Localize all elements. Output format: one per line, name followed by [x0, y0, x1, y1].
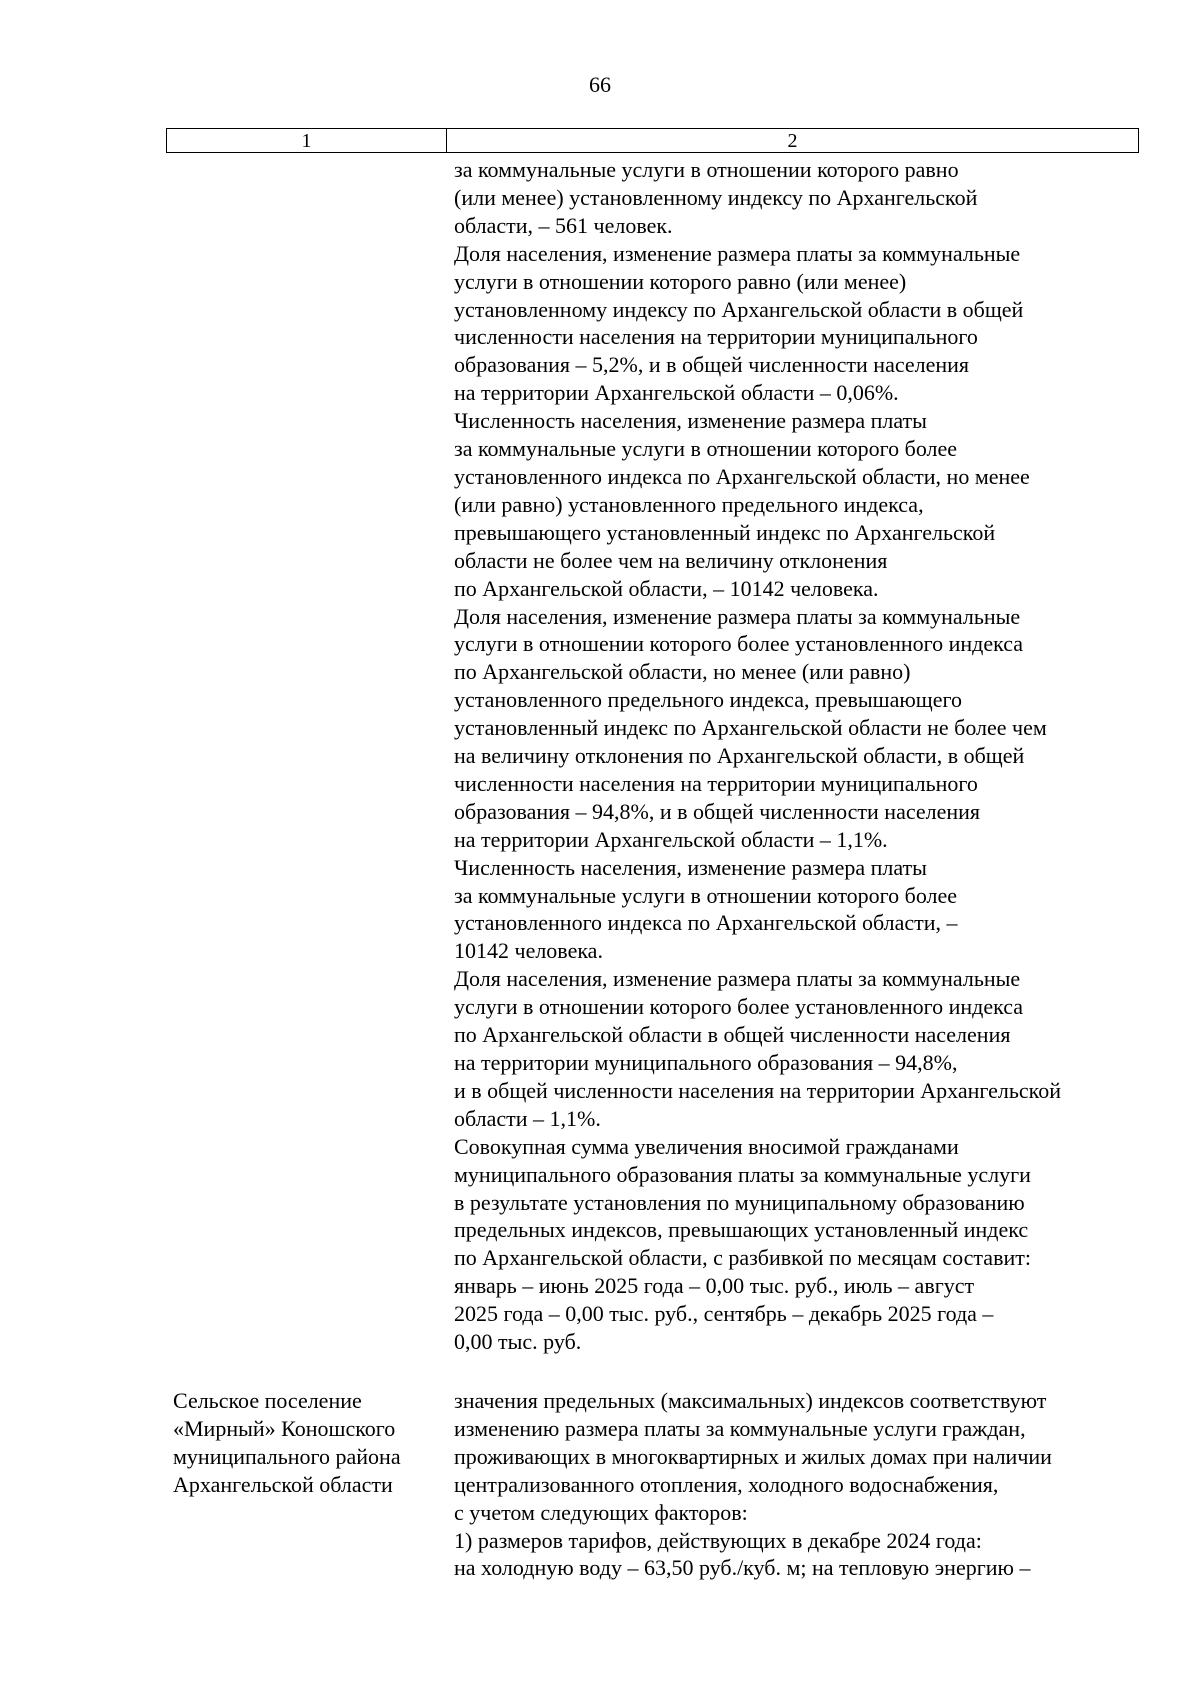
column-header-table: [166, 128, 1139, 153]
text-line: установленный индекс по Архангельской области не более чем: [454, 715, 1047, 741]
municipality-line: «Мирный» Коношского: [173, 1415, 396, 1441]
row-mirny-description: [454, 1387, 1144, 1582]
text-line: на территории Архангельской области – 0,06%.: [454, 380, 899, 406]
text-line: на величину отклонения по Архангельской области, в общей: [454, 743, 1025, 769]
text-line: централизованного отопления, холодного водоснабжения,: [454, 1471, 999, 1497]
text-line: Доля населения, изменение размера платы за коммунальные: [454, 603, 1021, 629]
page-number: 66: [589, 72, 611, 97]
text-line: в результате установления по муниципальному образованию: [454, 1189, 1025, 1215]
text-line: проживающих в многоквартирных и жилых домах при наличии: [454, 1443, 1052, 1469]
text-line: на холодную воду – 63,50 руб./куб. м; на тепловую энергию –: [454, 1555, 1031, 1581]
text-line: установленного предельного индекса, превышающего: [454, 687, 962, 713]
text-line: превышающего установленный индекс по Архангельской: [454, 519, 996, 545]
text-line: услуги в отношении которого равно (или менее): [454, 268, 907, 294]
text-line: 0,00 тыс. руб.: [454, 1329, 582, 1355]
text-line: значения предельных (максимальных) индексов соответствуют: [454, 1388, 1047, 1413]
text-line: предельных индексов, превышающих установленный индекс: [454, 1217, 1029, 1243]
text-line: за коммунальные услуги в отношении которого более: [454, 882, 958, 908]
text-line: муниципального образования платы за коммунальные услуги: [454, 1161, 1031, 1187]
text-line: области, – 561 человек.: [454, 212, 673, 238]
column-header-2: 2: [447, 129, 1139, 153]
text-line: на территории муниципального образования – 94,8%,: [454, 1050, 958, 1075]
text-line: по Архангельской области, но менее (или равно): [454, 659, 911, 685]
column-header-row: [167, 129, 1139, 153]
text-line: образования – 5,2%, и в общей численности населения: [454, 352, 970, 378]
text-line: области – 1,1%.: [454, 1105, 601, 1131]
text-line: Доля населения, изменение размера платы за коммунальные: [454, 240, 1021, 266]
text-line: 1) размеров тарифов, действующих в декабре 2024 года:: [454, 1527, 982, 1553]
text-line: установленному индексу по Архангельской области в общей: [454, 296, 1024, 322]
text-line: Численность населения, изменение размера платы: [454, 854, 927, 880]
row-continued-description: [454, 156, 1144, 1356]
municipality-line: Сельское поселение: [173, 1388, 362, 1413]
text-line: изменению размера платы за коммунальные услуги граждан,: [454, 1415, 1026, 1441]
text-line: услуги в отношении которого более установленного индекса: [454, 994, 1024, 1020]
text-line: январь – июнь 2025 года – 0,00 тыс. руб., июль – август: [454, 1273, 975, 1299]
text-line: по Архангельской области, с разбивкой по месяцам составит:: [454, 1245, 1031, 1271]
text-line: по Архангельской области в общей численности населения: [454, 1022, 1011, 1048]
text-line: (или равно) установленного предельного индекса,: [454, 491, 924, 517]
municipality-name: [173, 1387, 443, 1499]
text-line: Доля населения, изменение размера платы за коммунальные: [454, 966, 1021, 992]
municipality-line: муниципального района: [173, 1443, 401, 1469]
text-line: за коммунальные услуги в отношении которого более: [454, 436, 958, 462]
text-line: образования – 94,8%, и в общей численности населения: [454, 798, 981, 824]
text-line: 2025 года – 0,00 тыс. руб., сентябрь – декабрь 2025 года –: [454, 1301, 994, 1327]
text-line: области не более чем на величину отклонения: [454, 547, 888, 573]
municipality-line: Архангельской области: [173, 1471, 393, 1497]
text-line: Численность населения, изменение размера платы: [454, 408, 927, 434]
text-line: установленного индекса по Архангельской области, –: [454, 910, 958, 936]
text-line: численности населения на территории муниципального: [454, 770, 978, 796]
text-line: услуги в отношении которого более установленного индекса: [454, 631, 1024, 657]
text-line: с учетом следующих факторов:: [454, 1499, 748, 1525]
text-line: по Архангельской области, – 10142 человека.: [454, 575, 879, 601]
text-line: на территории Архангельской области – 1,1%.: [454, 826, 888, 852]
text-line: численности населения на территории муниципального: [454, 324, 978, 350]
text-line: Совокупная сумма увеличения вносимой гражданами: [454, 1133, 959, 1159]
column-header-1: 1: [167, 129, 447, 153]
text-line: и в общей численности населения на территории Архангельской: [454, 1077, 1061, 1103]
text-line: 10142 человека.: [454, 938, 603, 964]
text-line: (или менее) установленному индексу по Архангельской: [454, 184, 978, 210]
text-line: за коммунальные услуги в отношении которого равно: [454, 157, 959, 182]
text-line: установленного индекса по Архангельской области, но менее: [454, 463, 1030, 489]
